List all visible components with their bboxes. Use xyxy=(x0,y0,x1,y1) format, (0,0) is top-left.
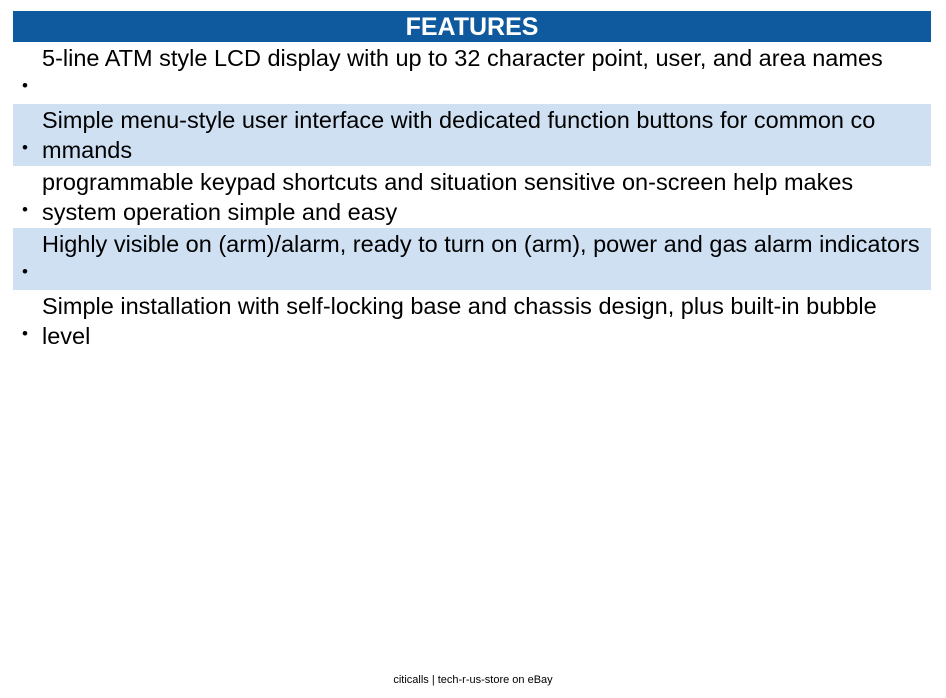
feature-text: Simple menu-style user interface with dedicated function buttons for common co mmands xyxy=(42,107,876,163)
bullet-icon: • xyxy=(22,76,28,95)
feature-text: programmable keypad shortcuts and situation sensitive on-screen help makes system operation simple and easy xyxy=(42,169,854,225)
feature-row xyxy=(13,228,931,290)
bullet-icon: • xyxy=(22,200,28,219)
features-header xyxy=(13,11,931,42)
features-title: FEATURES xyxy=(405,13,539,41)
bullet-icon: • xyxy=(22,138,28,157)
bullet-icon: • xyxy=(22,324,28,343)
features-table xyxy=(13,11,931,352)
feature-text: 5-line ATM style LCD display with up to 32 character point, user, and area names xyxy=(42,45,883,71)
bullet-icon: • xyxy=(22,262,28,281)
feature-text: Simple installation with self-locking base and chassis design, plus built-in bubble level xyxy=(42,293,877,349)
footer-credit: citicalls | tech-r-us-store on eBay xyxy=(393,674,553,686)
feature-row xyxy=(13,104,931,166)
feature-row xyxy=(13,290,931,352)
feature-row xyxy=(13,166,931,228)
feature-row xyxy=(13,42,931,104)
feature-text: Highly visible on (arm)/alarm, ready to turn on (arm), power and gas alarm indicators xyxy=(42,231,920,257)
